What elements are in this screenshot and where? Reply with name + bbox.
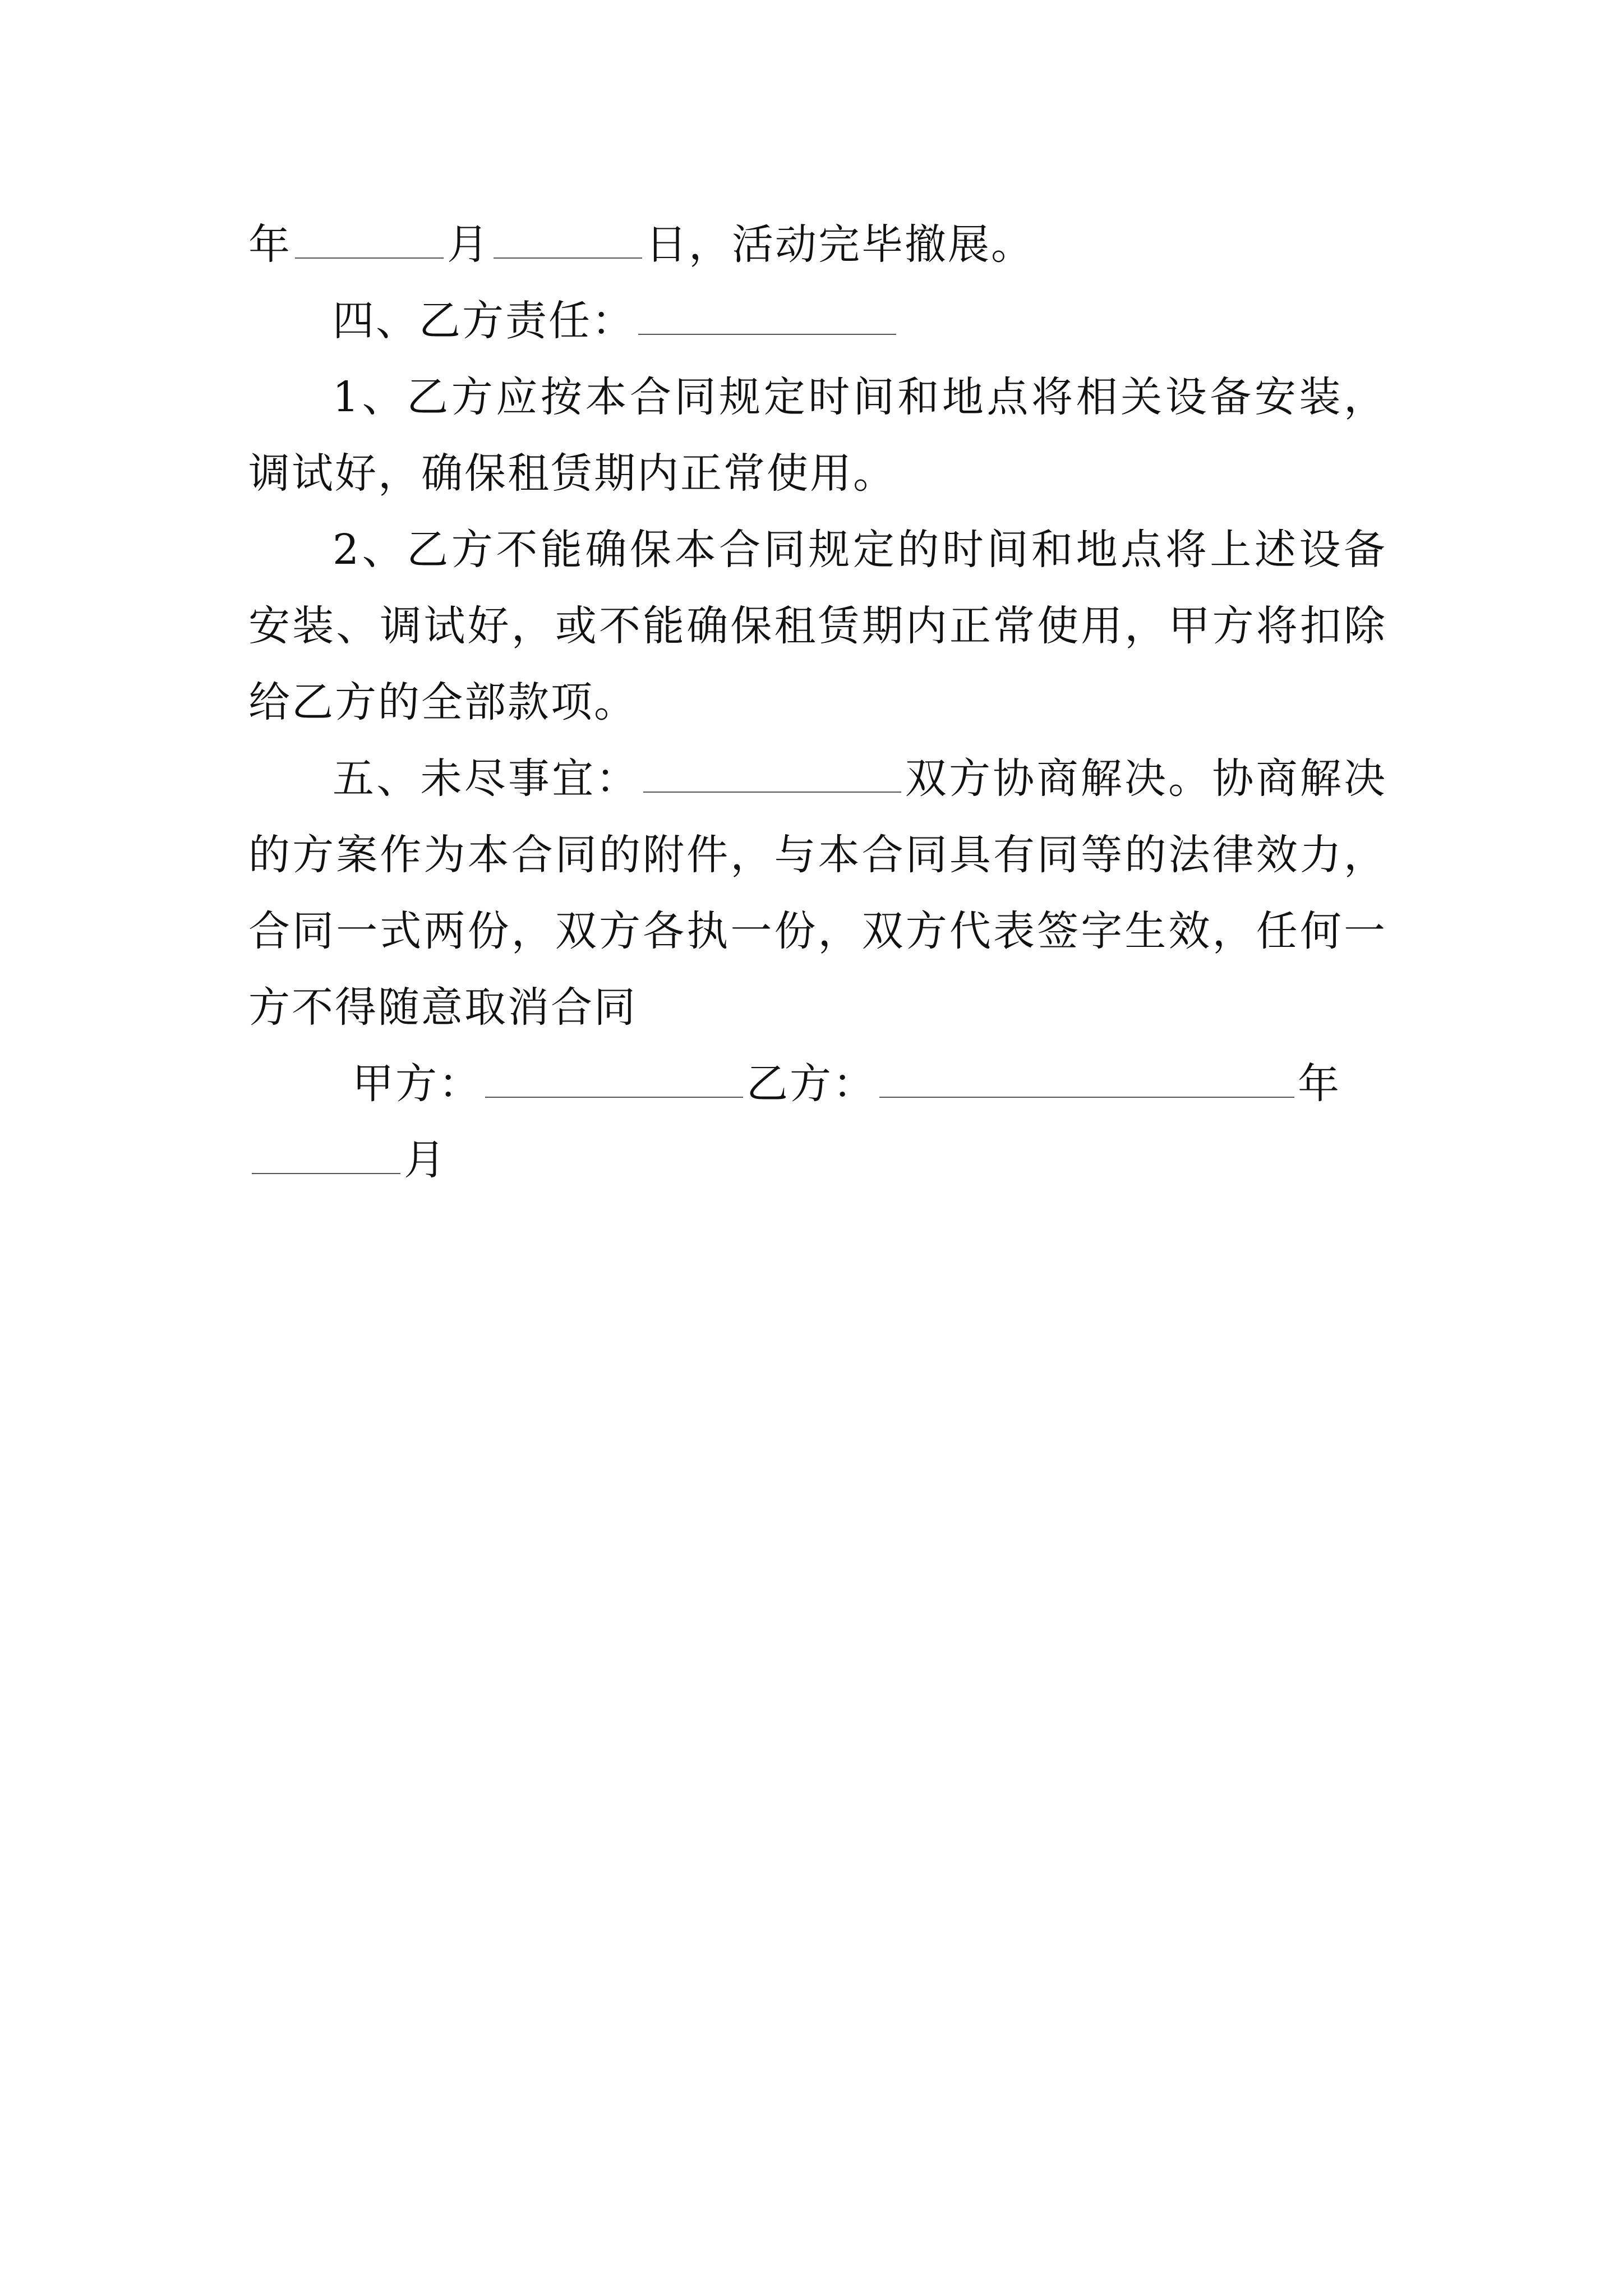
party-a-label: 甲方： [352,1060,482,1108]
signature-year-label: 年 [1298,1060,1341,1108]
month-blank [295,218,444,259]
section-4-blank [638,295,896,335]
section-4-item-2: 2、乙方不能确保本合同规定的时间和地点将上述设备安装、调试好，或不能确保租赁期内正常使用，甲方将扣除给乙方的全部款项。 [248,526,1387,726]
document-body [248,206,1387,1198]
section-4-item-1: 1、乙方应按本合同规定时间和地点将相关设备安装，调试好，确保租赁期内正常使用。 [248,373,1387,498]
section-5-paragraph [248,740,1387,1046]
signature-month-blank [252,1134,400,1174]
date-line [248,206,1387,283]
signature-line [248,1046,1387,1122]
day-text: 日，活动完毕撤展。 [645,220,1034,269]
section-4-heading [248,283,1387,359]
party-a-blank [485,1057,743,1098]
signature-month-line [248,1122,1387,1198]
section-5-heading: 五、未尽事宜： [333,754,640,803]
section-4-heading-text: 四、乙方责任： [333,297,635,345]
party-b-blank [879,1057,1294,1098]
year-label: 年 [248,220,292,269]
party-b-label: 乙方： [746,1060,876,1108]
signature-month-label: 月 [404,1136,447,1184]
month-label: 月 [447,220,490,269]
day-blank [494,218,642,259]
section-5-text: 双方协商解决。协商解决的方案作为本合同的附件，与本合同具有同等的法律效力，合同一式两份，双方各执一份，双方代表签字生效，任何一方不得随意取消合同 [248,754,1387,1032]
section-5-blank [643,752,901,793]
